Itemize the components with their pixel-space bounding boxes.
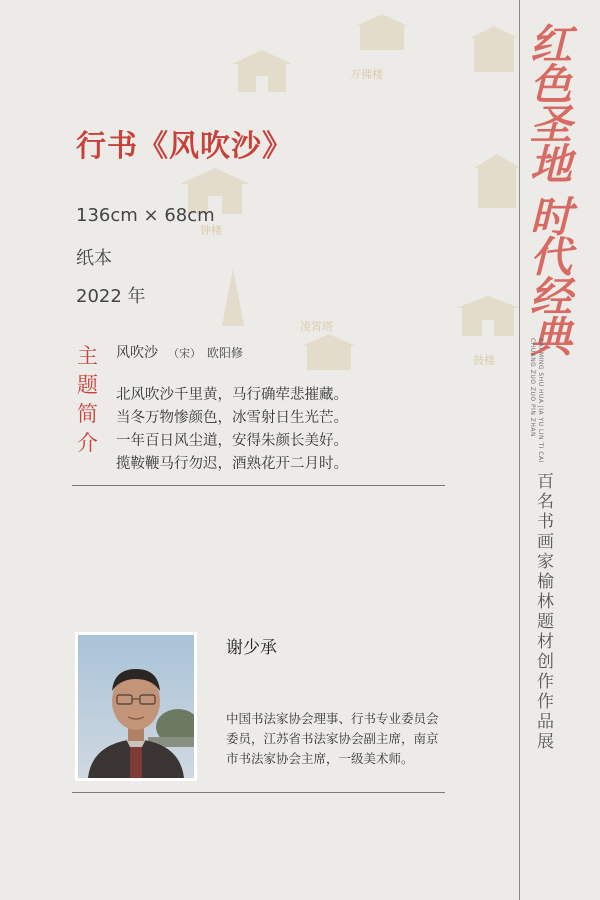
theme-label: 主题简介: [77, 344, 98, 455]
vertical-divider: [519, 0, 520, 900]
gate-building-decoration: [352, 10, 412, 54]
brand-title: 红色圣地 时代经典: [524, 22, 573, 355]
poem-line: 北风吹沙千里黄，马行确荦悲摧藏。: [116, 387, 348, 403]
gulou-label: 鼓楼: [473, 354, 495, 367]
poem-dynasty: （宋）: [168, 347, 201, 360]
right-building-decoration: [470, 24, 518, 76]
artist-portrait-photo: [78, 635, 194, 778]
small-building-decoration: [302, 332, 356, 374]
artist-name: 谢少承: [226, 638, 277, 658]
exhibition-series-title: 百名书画家榆林题材创作作品展: [533, 472, 553, 752]
section-divider: [72, 485, 445, 486]
artist-bio: 中国书法家协会理事、行书专业委员会委员，江苏省书法家协会副主席，南京市书法家协会主席，一级美术师。: [226, 711, 439, 766]
right-building-decoration-2: [474, 152, 520, 212]
pagoda-decoration: [218, 268, 248, 328]
work-title: 行书《风吹沙》: [76, 129, 293, 164]
poem-line: 当冬万物惨颜色，冰雪射日生光芒。: [116, 410, 348, 426]
poem-line: 一年百日风尘道，安得朱颜长美好。: [116, 433, 348, 449]
poem-title: 风吹沙: [116, 345, 158, 361]
gulou-building-decoration: [456, 294, 520, 340]
pagoda-label: 凌霄塔: [300, 320, 333, 333]
wanfolou-building-decoration: [232, 46, 292, 96]
poem-heading: [116, 342, 243, 362]
work-size: 136cm × 68cm: [76, 205, 215, 226]
artist-photo-frame: [75, 632, 197, 781]
work-material: 纸本: [76, 248, 112, 269]
bottom-divider: [72, 792, 445, 793]
poem-line: 揽鞍鞭马行勿迟，酒熟花开二月时。: [116, 456, 348, 472]
poem-author: 欧阳修: [207, 346, 244, 360]
brand-pinyin: BAI MING SHU HUA JIA YU LIN TI CAI CHUANG ZUO ZUO PIN ZHAN: [529, 338, 544, 463]
work-year: 2022 年: [76, 286, 146, 307]
poem-text: [116, 384, 348, 476]
wanfolou-label: 万佛楼: [350, 68, 383, 81]
zhonglou-label: 钟楼: [200, 224, 222, 237]
